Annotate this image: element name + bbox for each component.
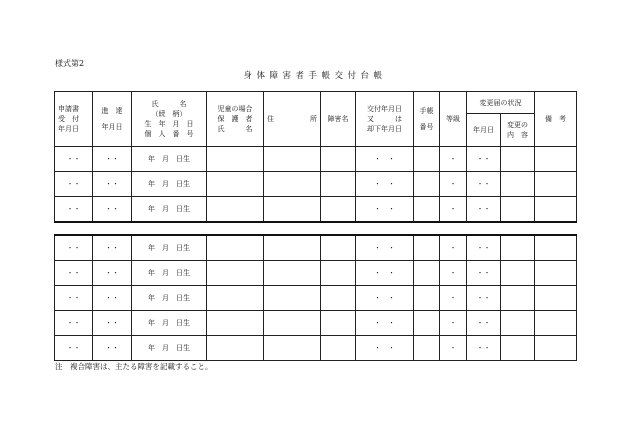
cell-disability [321,147,356,172]
cell-guardian [207,197,264,222]
cell-notebook-number [414,235,440,260]
ledger-table-top [54,91,577,223]
cell-birth-date: 年 月 日生 [132,285,207,310]
header-disability: 障害名 [321,92,356,147]
cell-remarks [535,235,577,260]
cell-notebook-number [414,197,440,222]
cell-disability [321,310,356,335]
table-row [55,147,577,172]
cell-change-content [501,197,535,222]
cell-grade: ・ [440,172,467,197]
footnote: 注 複合障害は、主たる障害を記載すること。 [55,362,213,371]
cell-address [264,235,321,260]
cell-disability [321,235,356,260]
table-row [55,260,577,285]
cell-change-date: ・・ [467,197,501,222]
cell-guardian [207,285,264,310]
cell-progress-date: ・・ [93,335,132,360]
cell-address [264,310,321,335]
page-title: 身体障害者手帳交付台帳 [243,71,387,81]
cell-change-content [501,147,535,172]
cell-remarks [535,285,577,310]
cell-apply-date: ・・ [55,310,93,335]
cell-progress-date: ・・ [93,197,132,222]
header-change-date: 年月日 [467,114,501,147]
cell-progress-date: ・・ [93,260,132,285]
cell-disability [321,285,356,310]
cell-birth-date: 年 月 日生 [132,197,207,222]
cell-apply-date: ・・ [55,335,93,360]
cell-guardian [207,310,264,335]
cell-guardian [207,172,264,197]
cell-change-date: ・・ [467,310,501,335]
cell-remarks [535,197,577,222]
cell-issue-date: ・ ・ [356,335,414,360]
cell-address [264,335,321,360]
cell-birth-date: 年 月 日生 [132,335,207,360]
cell-grade: ・ [440,235,467,260]
cell-birth-date: 年 月 日生 [132,310,207,335]
cell-notebook-number [414,260,440,285]
header-apply-date: 申請書 受 付 年月日 [55,92,93,147]
cell-remarks [535,335,577,360]
cell-address [264,147,321,172]
cell-progress-date: ・・ [93,310,132,335]
cell-guardian [207,260,264,285]
cell-remarks [535,310,577,335]
cell-change-date: ・・ [467,260,501,285]
cell-grade: ・ [440,285,467,310]
cell-issue-date: ・ ・ [356,310,414,335]
cell-grade: ・ [440,147,467,172]
cell-change-content [501,335,535,360]
ledger-table-bottom [54,234,577,361]
cell-disability [321,172,356,197]
cell-progress-date: ・・ [93,235,132,260]
cell-remarks [535,260,577,285]
header-notebook-number: 手帳 番号 [414,92,440,147]
cell-change-content [501,260,535,285]
cell-notebook-number [414,172,440,197]
header-guardian: 児童の場合 保 護 者 氏 名 [207,92,264,147]
header-name: 氏 名 （続 柄） 生 年 月 日 個 人 番 号 [132,92,207,147]
cell-issue-date: ・ ・ [356,147,414,172]
cell-apply-date: ・・ [55,285,93,310]
cell-change-date: ・・ [467,235,501,260]
cell-issue-date: ・ ・ [356,235,414,260]
cell-apply-date: ・・ [55,172,93,197]
cell-change-content [501,285,535,310]
cell-remarks [535,147,577,172]
header-progress-date: 進 達 年月日 [93,92,132,147]
cell-grade: ・ [440,310,467,335]
table-row [55,310,577,335]
cell-guardian [207,147,264,172]
cell-address [264,172,321,197]
cell-notebook-number [414,310,440,335]
cell-remarks [535,172,577,197]
cell-change-content [501,235,535,260]
cell-address [264,285,321,310]
form-number: 様式第2 [55,59,85,68]
header-grade: 等級 [440,92,467,147]
header-row-1 [55,92,577,114]
cell-progress-date: ・・ [93,147,132,172]
cell-issue-date: ・ ・ [356,285,414,310]
cell-notebook-number [414,335,440,360]
table-row [55,335,577,360]
cell-disability [321,197,356,222]
cell-change-date: ・・ [467,172,501,197]
cell-progress-date: ・・ [93,285,132,310]
cell-apply-date: ・・ [55,147,93,172]
cell-notebook-number [414,285,440,310]
cell-apply-date: ・・ [55,235,93,260]
header-change-content: 変更の 内 容 [501,114,535,147]
cell-issue-date: ・ ・ [356,172,414,197]
cell-birth-date: 年 月 日生 [132,172,207,197]
cell-disability [321,260,356,285]
cell-grade: ・ [440,197,467,222]
cell-birth-date: 年 月 日生 [132,147,207,172]
cell-change-date: ・・ [467,147,501,172]
cell-issue-date: ・ ・ [356,260,414,285]
cell-progress-date: ・・ [93,172,132,197]
cell-address [264,197,321,222]
header-issue-date: 交付年月日 又 は 却下年月日 [356,92,414,147]
cell-guardian [207,235,264,260]
cell-grade: ・ [440,335,467,360]
cell-apply-date: ・・ [55,260,93,285]
cell-change-content [501,172,535,197]
cell-issue-date: ・ ・ [356,197,414,222]
cell-change-date: ・・ [467,285,501,310]
cell-notebook-number [414,147,440,172]
cell-grade: ・ [440,260,467,285]
cell-birth-date: 年 月 日生 [132,235,207,260]
header-address: 住 所 [264,92,321,147]
header-change-status: 変更届の状況 [467,92,535,114]
cell-apply-date: ・・ [55,197,93,222]
table-row [55,172,577,197]
cell-address [264,260,321,285]
cell-change-content [501,310,535,335]
table-row [55,197,577,222]
table-row [55,235,577,260]
header-remarks: 備 考 [535,92,577,147]
cell-change-date: ・・ [467,335,501,360]
cell-birth-date: 年 月 日生 [132,260,207,285]
cell-disability [321,335,356,360]
cell-guardian [207,335,264,360]
table-row [55,285,577,310]
